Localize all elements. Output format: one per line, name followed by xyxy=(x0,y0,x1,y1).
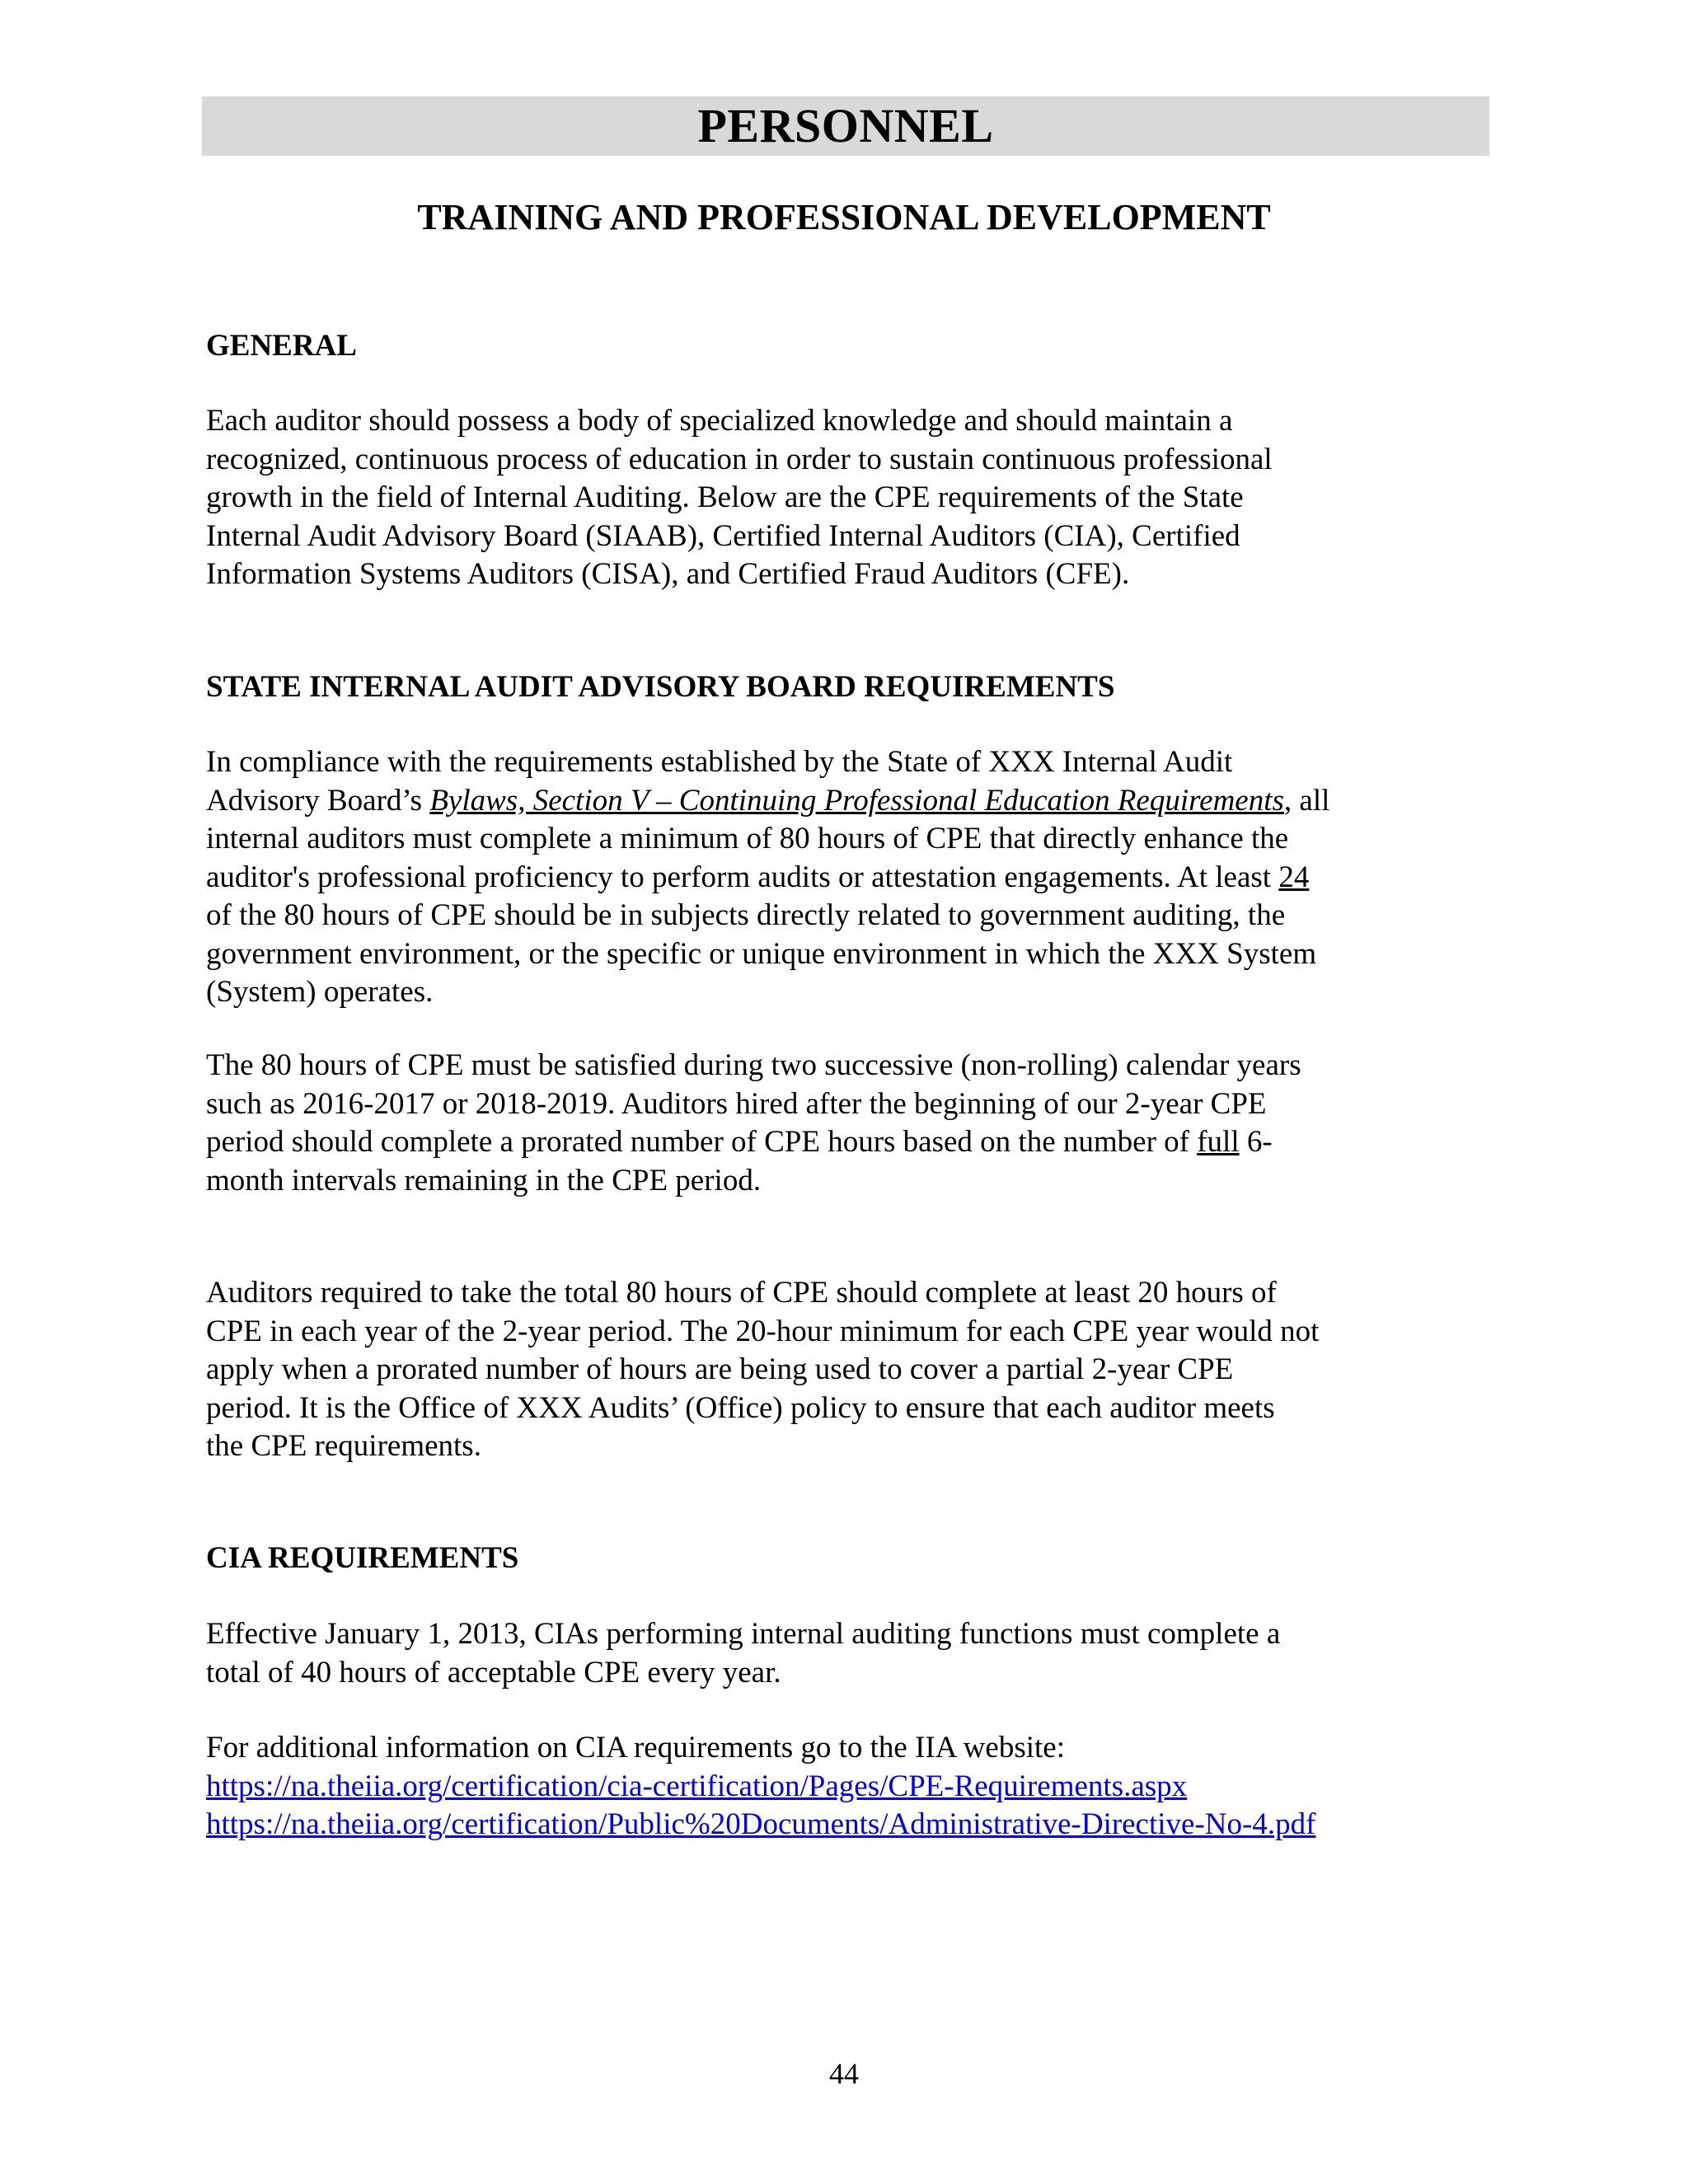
siaab-heading: STATE INTERNAL AUDIT ADVISORY BOARD REQUIREMENTS xyxy=(206,670,1115,704)
siaab-paragraph-1 xyxy=(206,743,1492,1012)
text-line: Information Systems Auditors (CISA), and Certified Fraud Auditors (CFE). xyxy=(206,557,1130,591)
text-segment: Advisory Board’s xyxy=(206,783,430,818)
text-line: CPE in each year of the 2-year period. The 20-hour minimum for each CPE year would not xyxy=(206,1314,1320,1348)
text-line: apply when a prorated number of hours are being used to cover a partial 2-year CPE xyxy=(206,1352,1234,1386)
text-line: total of 40 hours of acceptable CPE every year. xyxy=(206,1655,781,1690)
banner-title: PERSONNEL xyxy=(697,99,994,152)
general-paragraph xyxy=(206,402,1492,594)
text-line: such as 2016-2017 or 2018-2019. Auditors hired after the beginning of our 2-year CPE xyxy=(206,1086,1267,1121)
text-line: In compliance with the requirements established by the State of XXX Internal Audit xyxy=(206,745,1233,779)
text-segment: 6- xyxy=(1239,1125,1273,1159)
administrative-directive-link[interactable]: https://na.theiia.org/certification/Public%20Documents/Administrative-Directive-No-4.pdf xyxy=(206,1807,1316,1841)
text-line: of the 80 hours of CPE should be in subjects directly related to government auditing, the xyxy=(206,898,1286,932)
text-line: For additional information on CIA requirements go to the IIA website: xyxy=(206,1731,1065,1765)
text-line: month intervals remaining in the CPE period. xyxy=(206,1163,762,1197)
siaab-paragraph-3 xyxy=(206,1274,1492,1466)
text-segment: period should complete a prorated number of CPE hours based on the number of xyxy=(206,1125,1198,1159)
general-heading: GENERAL xyxy=(206,329,357,363)
underlined-word: full xyxy=(1197,1125,1240,1159)
text-line: Effective January 1, 2013, CIAs performing internal auditing functions must complete a xyxy=(206,1617,1281,1651)
cia-paragraph-2 xyxy=(206,1729,1492,1844)
page-subtitle: TRAINING AND PROFESSIONAL DEVELOPMENT xyxy=(417,197,1271,237)
text-line xyxy=(206,782,1492,821)
text-segment: , all xyxy=(1283,783,1330,818)
text-line xyxy=(206,1123,1492,1162)
text-line: The 80 hours of CPE must be satisfied during two successive (non-rolling) calendar years xyxy=(206,1048,1301,1082)
cpe-requirements-link[interactable]: https://na.theiia.org/certification/cia-certification/Pages/CPE-Requirements.aspx xyxy=(206,1769,1188,1803)
section-banner xyxy=(202,96,1489,156)
text-line: (System) operates. xyxy=(206,975,434,1009)
page-number: 44 xyxy=(829,2057,859,2090)
text-line: Each auditor should possess a body of specialized knowledge and should maintain a xyxy=(206,404,1233,438)
bylaws-reference: Bylaws, Section V – Continuing Professional Education Requirements xyxy=(429,783,1284,818)
cia-paragraph-1 xyxy=(206,1615,1492,1692)
cia-heading: CIA REQUIREMENTS xyxy=(206,1541,519,1575)
underlined-number: 24 xyxy=(1278,860,1310,894)
text-line xyxy=(206,859,1492,898)
text-line: growth in the field of Internal Auditing. Below are the CPE requirements of the State xyxy=(206,480,1244,514)
text-line: Internal Audit Advisory Board (SIAAB), Certified Internal Auditors (CIA), Certified xyxy=(206,518,1240,553)
text-segment: auditor's professional proficiency to perform audits or attestation engagements. At least xyxy=(206,860,1279,894)
text-line: the CPE requirements. xyxy=(206,1429,481,1463)
text-line: internal auditors must complete a minimum of 80 hours of CPE that directly enhance the xyxy=(206,822,1289,855)
text-line: period. It is the Office of XXX Audits’ (Office) policy to ensure that each auditor meets xyxy=(206,1390,1275,1425)
siaab-paragraph-2 xyxy=(206,1047,1492,1200)
text-line: government environment, or the specific or unique environment in which the XXX System xyxy=(206,936,1317,971)
text-line: recognized, continuous process of education in order to sustain continuous professional xyxy=(206,442,1273,476)
text-line: Auditors required to take the total 80 hours of CPE should complete at least 20 hours of xyxy=(206,1276,1277,1310)
